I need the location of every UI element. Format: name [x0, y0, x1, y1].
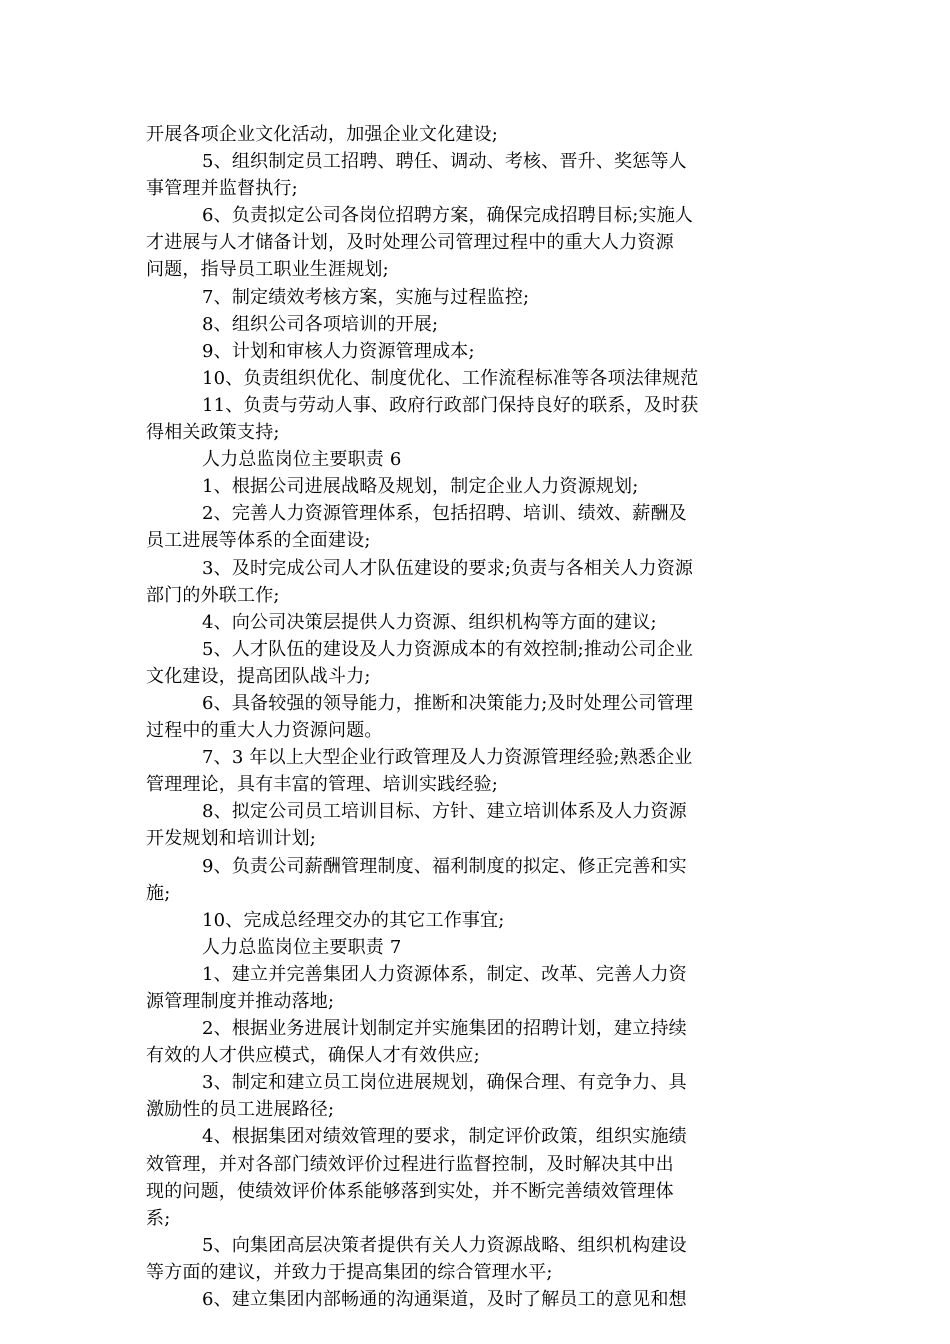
text-line: 开发规划和培训计划; — [146, 828, 317, 850]
text-line: 问题，指导员工职业生涯规划; — [146, 259, 389, 281]
text-line: 部门的外联工作; — [146, 584, 280, 606]
text-line: 5、组织制定员工招聘、聘任、调动、考核、晋升、奖惩等人 — [202, 151, 687, 173]
text-line: 激励性的员工进展路径; — [146, 1099, 335, 1121]
text-line: 员工进展等体系的全面建设; — [146, 530, 371, 552]
text-line: 施; — [146, 882, 171, 904]
text-line: 7、制定绩效考核方案，实施与过程监控; — [202, 286, 530, 308]
text-line: 系; — [146, 1207, 171, 1229]
text-line: 3、及时完成公司人才队伍建设的要求;负责与各相关人力资源 — [202, 557, 694, 579]
text-line: 4、向公司决策层提供人力资源、组织机构等方面的建议; — [202, 611, 657, 633]
text-line: 现的问题，使绩效评价体系能够落到实处，并不断完善绩效管理体 — [146, 1180, 674, 1202]
text-line: 1、建立并完善集团人力资源体系，制定、改革、完善人力资 — [202, 963, 687, 985]
text-line: 10、完成总经理交办的其它工作事宜; — [202, 909, 505, 931]
text-line: 7、3 年以上大型企业行政管理及人力资源管理经验;熟悉企业 — [202, 747, 693, 769]
text-line: 9、计划和审核人力资源管理成本; — [202, 340, 475, 362]
text-line: 开展各项企业文化活动，加强企业文化建设; — [146, 124, 499, 145]
text-line: 2、根据业务进展计划制定并实施集团的招聘计划，建立持续 — [202, 1018, 687, 1040]
text-line: 文化建设，提高团队战斗力; — [146, 665, 371, 687]
text-line: 8、组织公司各项培训的开展; — [202, 313, 439, 335]
text-line: 1、根据公司进展战略及规划，制定企业人力资源规划; — [202, 476, 639, 498]
text-line: 3、制定和建立员工岗位进展规划，确保合理、有竞争力、具 — [202, 1072, 687, 1094]
text-line: 8、拟定公司员工培训目标、方针、建立培训体系及人力资源 — [202, 801, 687, 823]
text-line: 4、根据集团对绩效管理的要求，制定评价政策，组织实施绩 — [202, 1126, 687, 1148]
text-line: 有效的人才供应模式，确保人才有效供应; — [146, 1045, 480, 1067]
text-line: 11、负责与劳动人事、政府行政部门保持良好的联系，及时获 — [202, 394, 699, 416]
text-line: 6、具备较强的领导能力，推断和决策能力;及时处理公司管理 — [202, 692, 694, 714]
text-line: 得相关政策支持; — [146, 422, 280, 444]
text-line: 10、负责组织优化、制度优化、工作流程标准等各项法律规范 — [202, 367, 699, 389]
text-line: 6、建立集团内部畅通的沟通渠道，及时了解员工的意见和想 — [202, 1289, 687, 1311]
text-line: 6、负责拟定公司各岗位招聘方案，确保完成招聘目标;实施人 — [202, 205, 694, 227]
document-body — [146, 121, 811, 1313]
text-line: 人力总监岗位主要职责 7 — [202, 936, 402, 958]
text-line: 源管理制度并推动落地; — [146, 991, 335, 1012]
text-line: 才进展与人才储备计划，及时处理公司管理过程中的重大人力资源 — [146, 232, 674, 254]
text-line: 人力总监岗位主要职责 6 — [202, 449, 402, 471]
text-line: 效管理，并对各部门绩效评价过程进行监督控制，及时解决其中出 — [146, 1153, 674, 1175]
text-line: 2、完善人力资源管理体系，包括招聘、培训、绩效、薪酬及 — [202, 503, 687, 525]
text-line: 5、向集团高层决策者提供有关人力资源战略、组织机构建设 — [202, 1234, 687, 1256]
text-line: 等方面的建议，并致力于提高集团的综合管理水平; — [146, 1261, 553, 1283]
text-line: 管理理论，具有丰富的管理、培训实践经验; — [146, 774, 499, 796]
text-line: 9、负责公司薪酬管理制度、福利制度的拟定、修正完善和实 — [202, 855, 687, 877]
text-line: 事管理并监督执行; — [146, 178, 298, 200]
text-line: 过程中的重大人力资源问题。 — [146, 720, 383, 742]
text-line: 5、人才队伍的建设及人力资源成本的有效控制;推动公司企业 — [202, 638, 694, 660]
